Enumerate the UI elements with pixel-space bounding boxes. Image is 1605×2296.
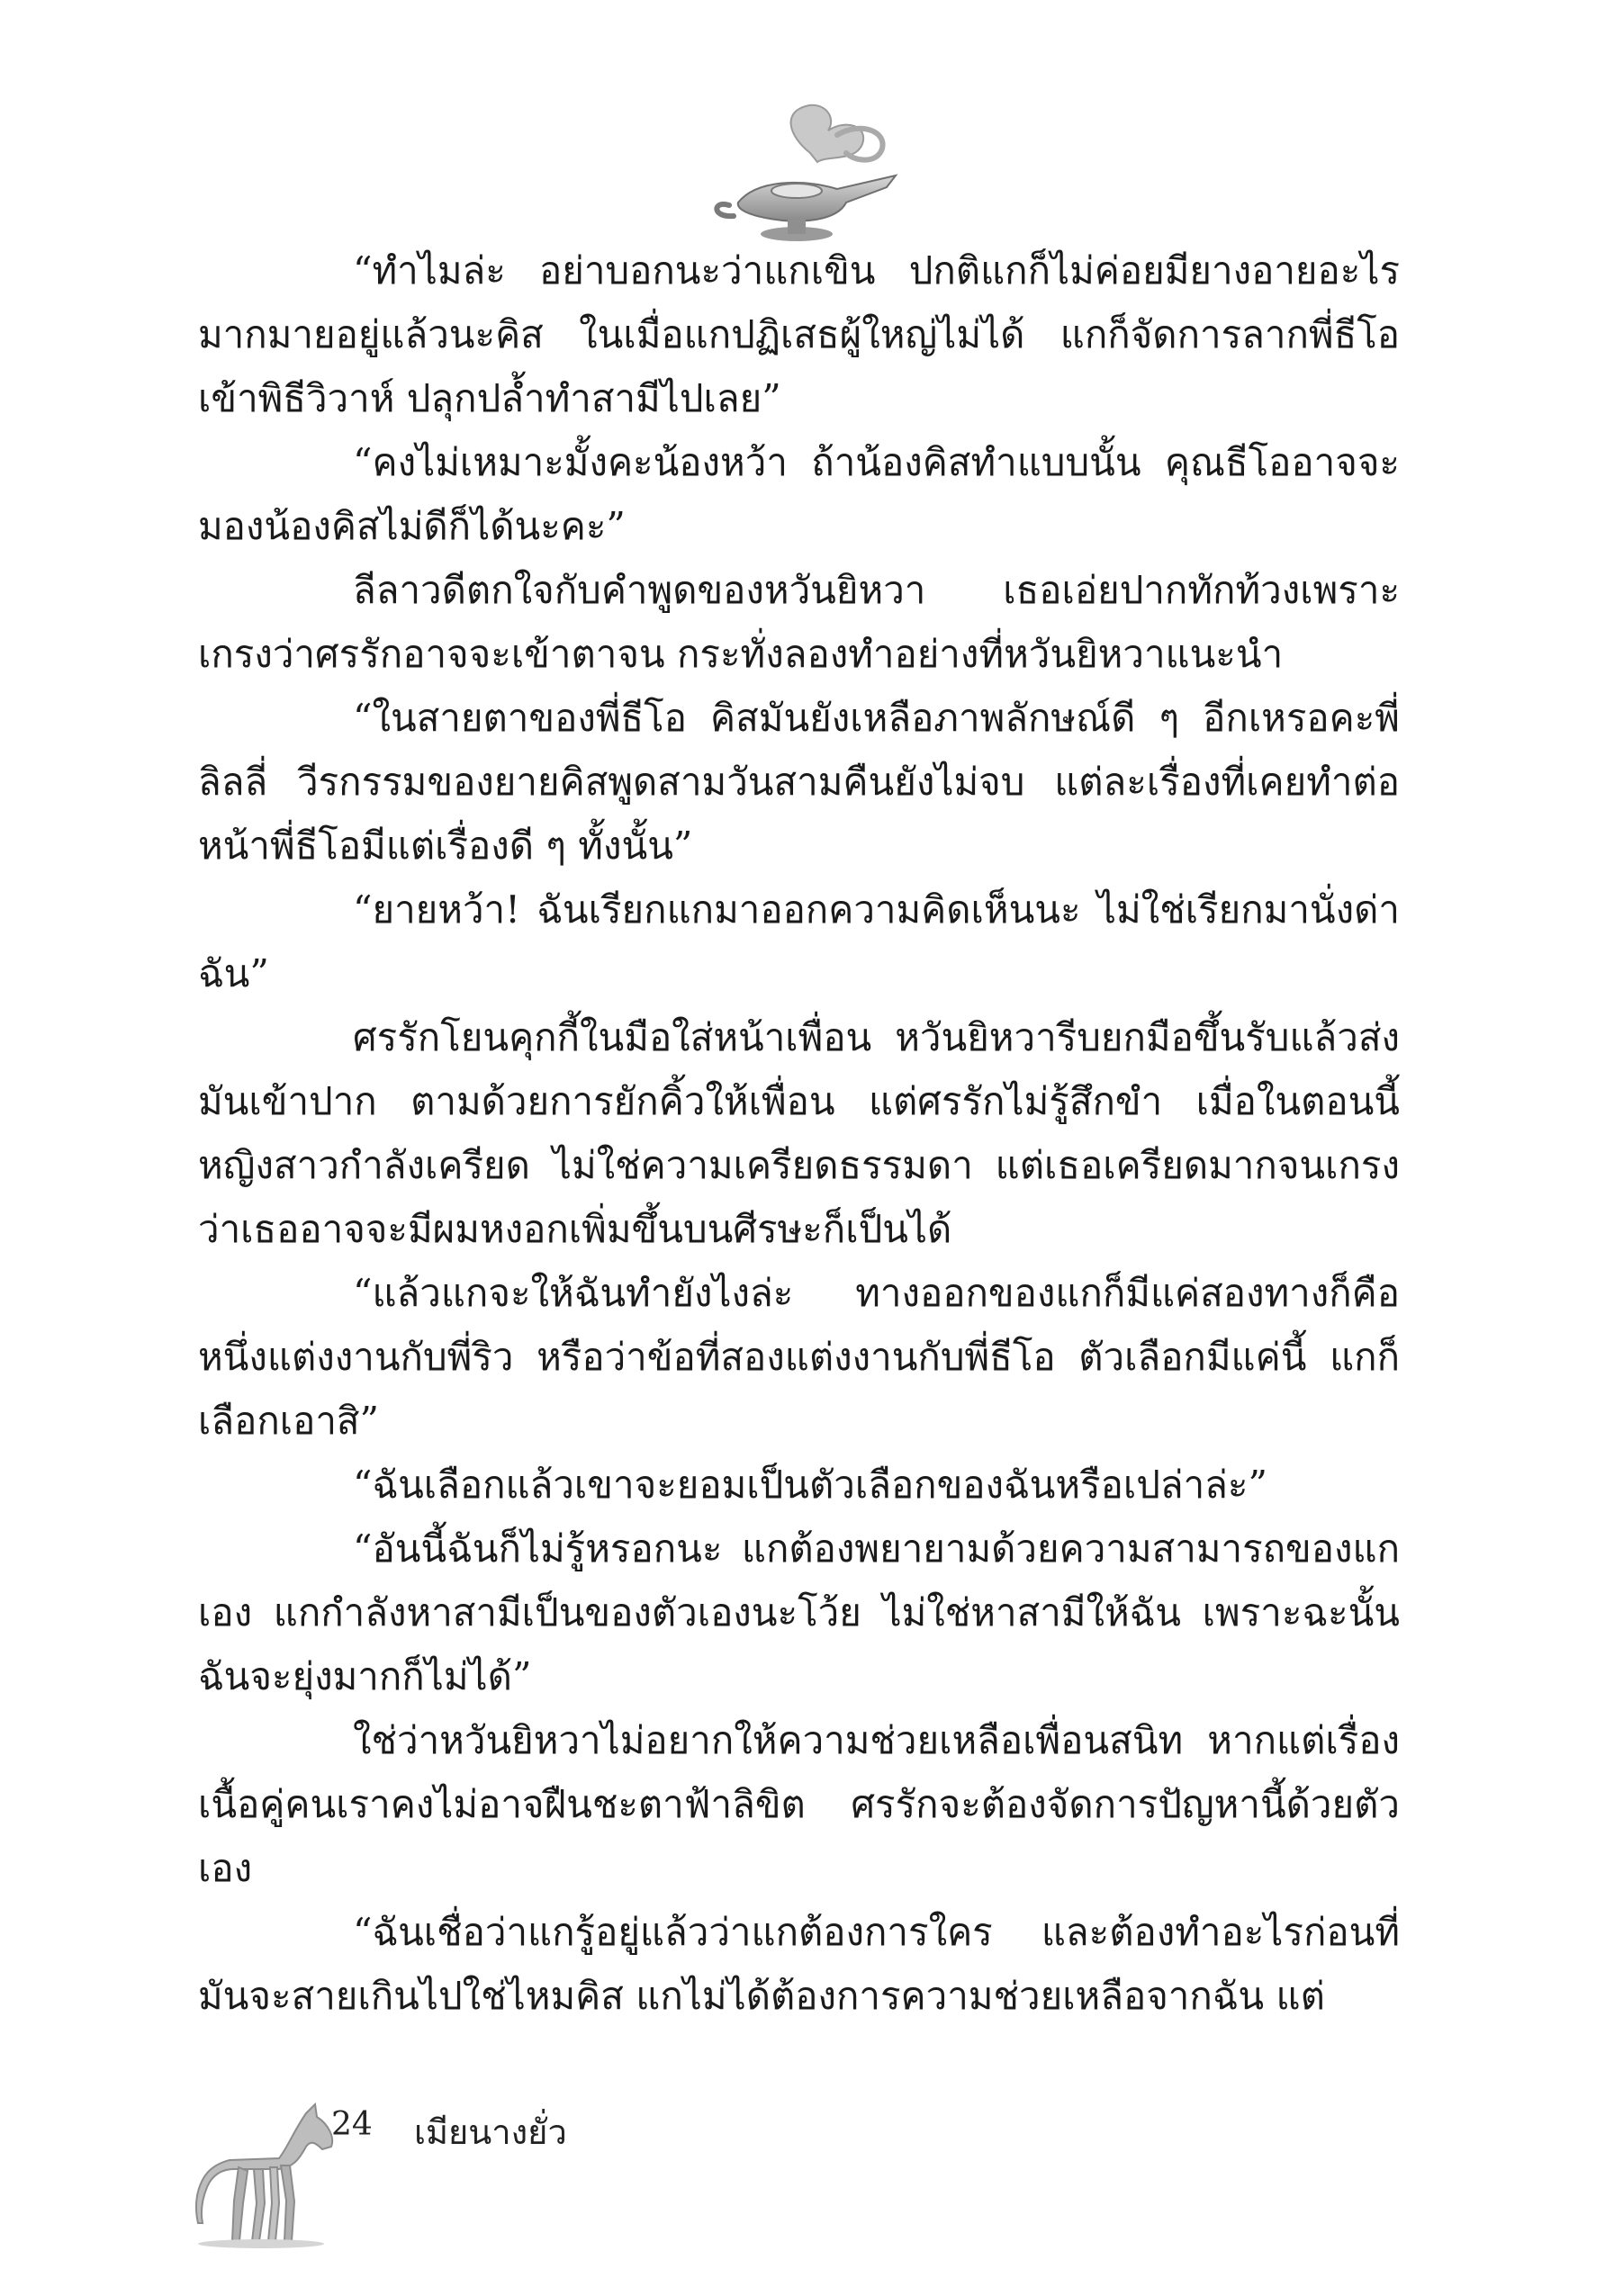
paragraph: ลีลาวดีตกใจกับคำพูดของหวันยิหวา เธอเอ่ยปากทักท้วงเพราะเกรงว่าศรรักอาจจะเข้าตาจน กระทั่งลองทำอย่างที่หวันยิหวาแนะนำ (198, 568, 1400, 676)
paragraph: “คงไม่เหมาะมั้งคะน้องหว้า ถ้าน้องคิสทำแบบนั้น คุณธีโออาจจะมองน้องคิสไม่ดีก็ได้นะคะ” (198, 440, 1400, 548)
genie-lamp-icon (702, 99, 918, 252)
paragraph: “ทำไมล่ะ อย่าบอกนะว่าแกเขิน ปกติแกก็ไม่ค่อยมียางอายอะไรมากมายอยู่แล้วนะคิส ในเมื่อแกปฏิเสธผู้ใหญ่ไม่ได้ แกก็จัดการลากพี่ธีโอเข้าพิธีวิวาห์ ปลุกปล้ำทำสามีไปเลย” (198, 248, 1400, 420)
paragraph: ใช่ว่าหวันยิหวาไม่อยากให้ความช่วยเหลือเพื่อนสนิท หากแต่เรื่องเนื้อคู่คนเราคงไม่อาจฝืนชะตาฟ้าลิขิต ศรรักจะต้องจัดการปัญหานี้ด้วยตัวเอง (198, 1718, 1400, 1890)
paragraph: “ฉันเลือกแล้วเขาจะยอมเป็นตัวเลือกของฉันหรือเปล่าล่ะ” (353, 1463, 1267, 1507)
paragraph: “ฉันเชื่อว่าแกรู้อยู่แล้วว่าแกต้องการใคร และต้องทำอะไรก่อนที่มันจะสายเกินไปใช่ไหมคิส แกไม่ได้ต้องการความช่วยเหลือจากฉัน แต่ (198, 1910, 1400, 2018)
book-title: เมียนางยั่ว (414, 2112, 567, 2152)
paragraph: “ในสายตาของพี่ธีโอ คิสมันยังเหลือภาพลักษณ์ดี ๆ อีกเหรอคะพี่ลิลลี่ วีรกรรมของยายคิสพูดสามวันสามคืนยังไม่จบ แต่ละเรื่องที่เคยทำต่อหน้าพี่ธีโอมีแต่เรื่องดี ๆ ทั้งนั้น” (198, 696, 1400, 868)
paragraph: ศรรักโยนคุกกี้ในมือใส่หน้าเพื่อน หวันยิหวารีบยกมือขึ้นรับแล้วส่งมันเข้าปาก ตามด้วยการยักคิ้วให้เพื่อน แต่ศรรักไม่รู้สึกขำ เมื่อในตอนนี้หญิงสาวกำลังเครียด ไม่ใช่ความเครียดธรรมดา แต่เธอเครียดมากจนเกรงว่าเธออาจจะมีผมหงอกเพิ่มขึ้นบนศีรษะก็เป็นได้ (198, 1015, 1400, 1251)
body-text (198, 239, 1400, 2028)
paragraph: “ยายหว้า! ฉันเรียกแกมาออกความคิดเห็นนะ ไม่ใช่เรียกมานั่งด่าฉัน” (198, 887, 1400, 995)
page-number: 24 (331, 2106, 373, 2143)
page-footer (180, 2097, 1080, 2250)
paragraph: “แล้วแกจะให้ฉันทำยังไงล่ะ ทางออกของแกก็มีแค่สองทางก็คือ หนึ่งแต่งงานกับพี่ริว หรือว่าข้อที่สองแต่งงานกับพี่ธีโอ ตัวเลือกมีแค่นี้ แกก็เลือกเอาสิ” (198, 1271, 1400, 1443)
paragraph: “อันนี้ฉันก็ไม่รู้หรอกนะ แกต้องพยายามด้วยความสามารถของแกเอง แกกำลังหาสามีเป็นของตัวเองนะโว้ย ไม่ใช่หาสามีให้ฉัน เพราะฉะนั้นฉันจะยุ่งมากก็ไม่ได้” (198, 1526, 1400, 1698)
